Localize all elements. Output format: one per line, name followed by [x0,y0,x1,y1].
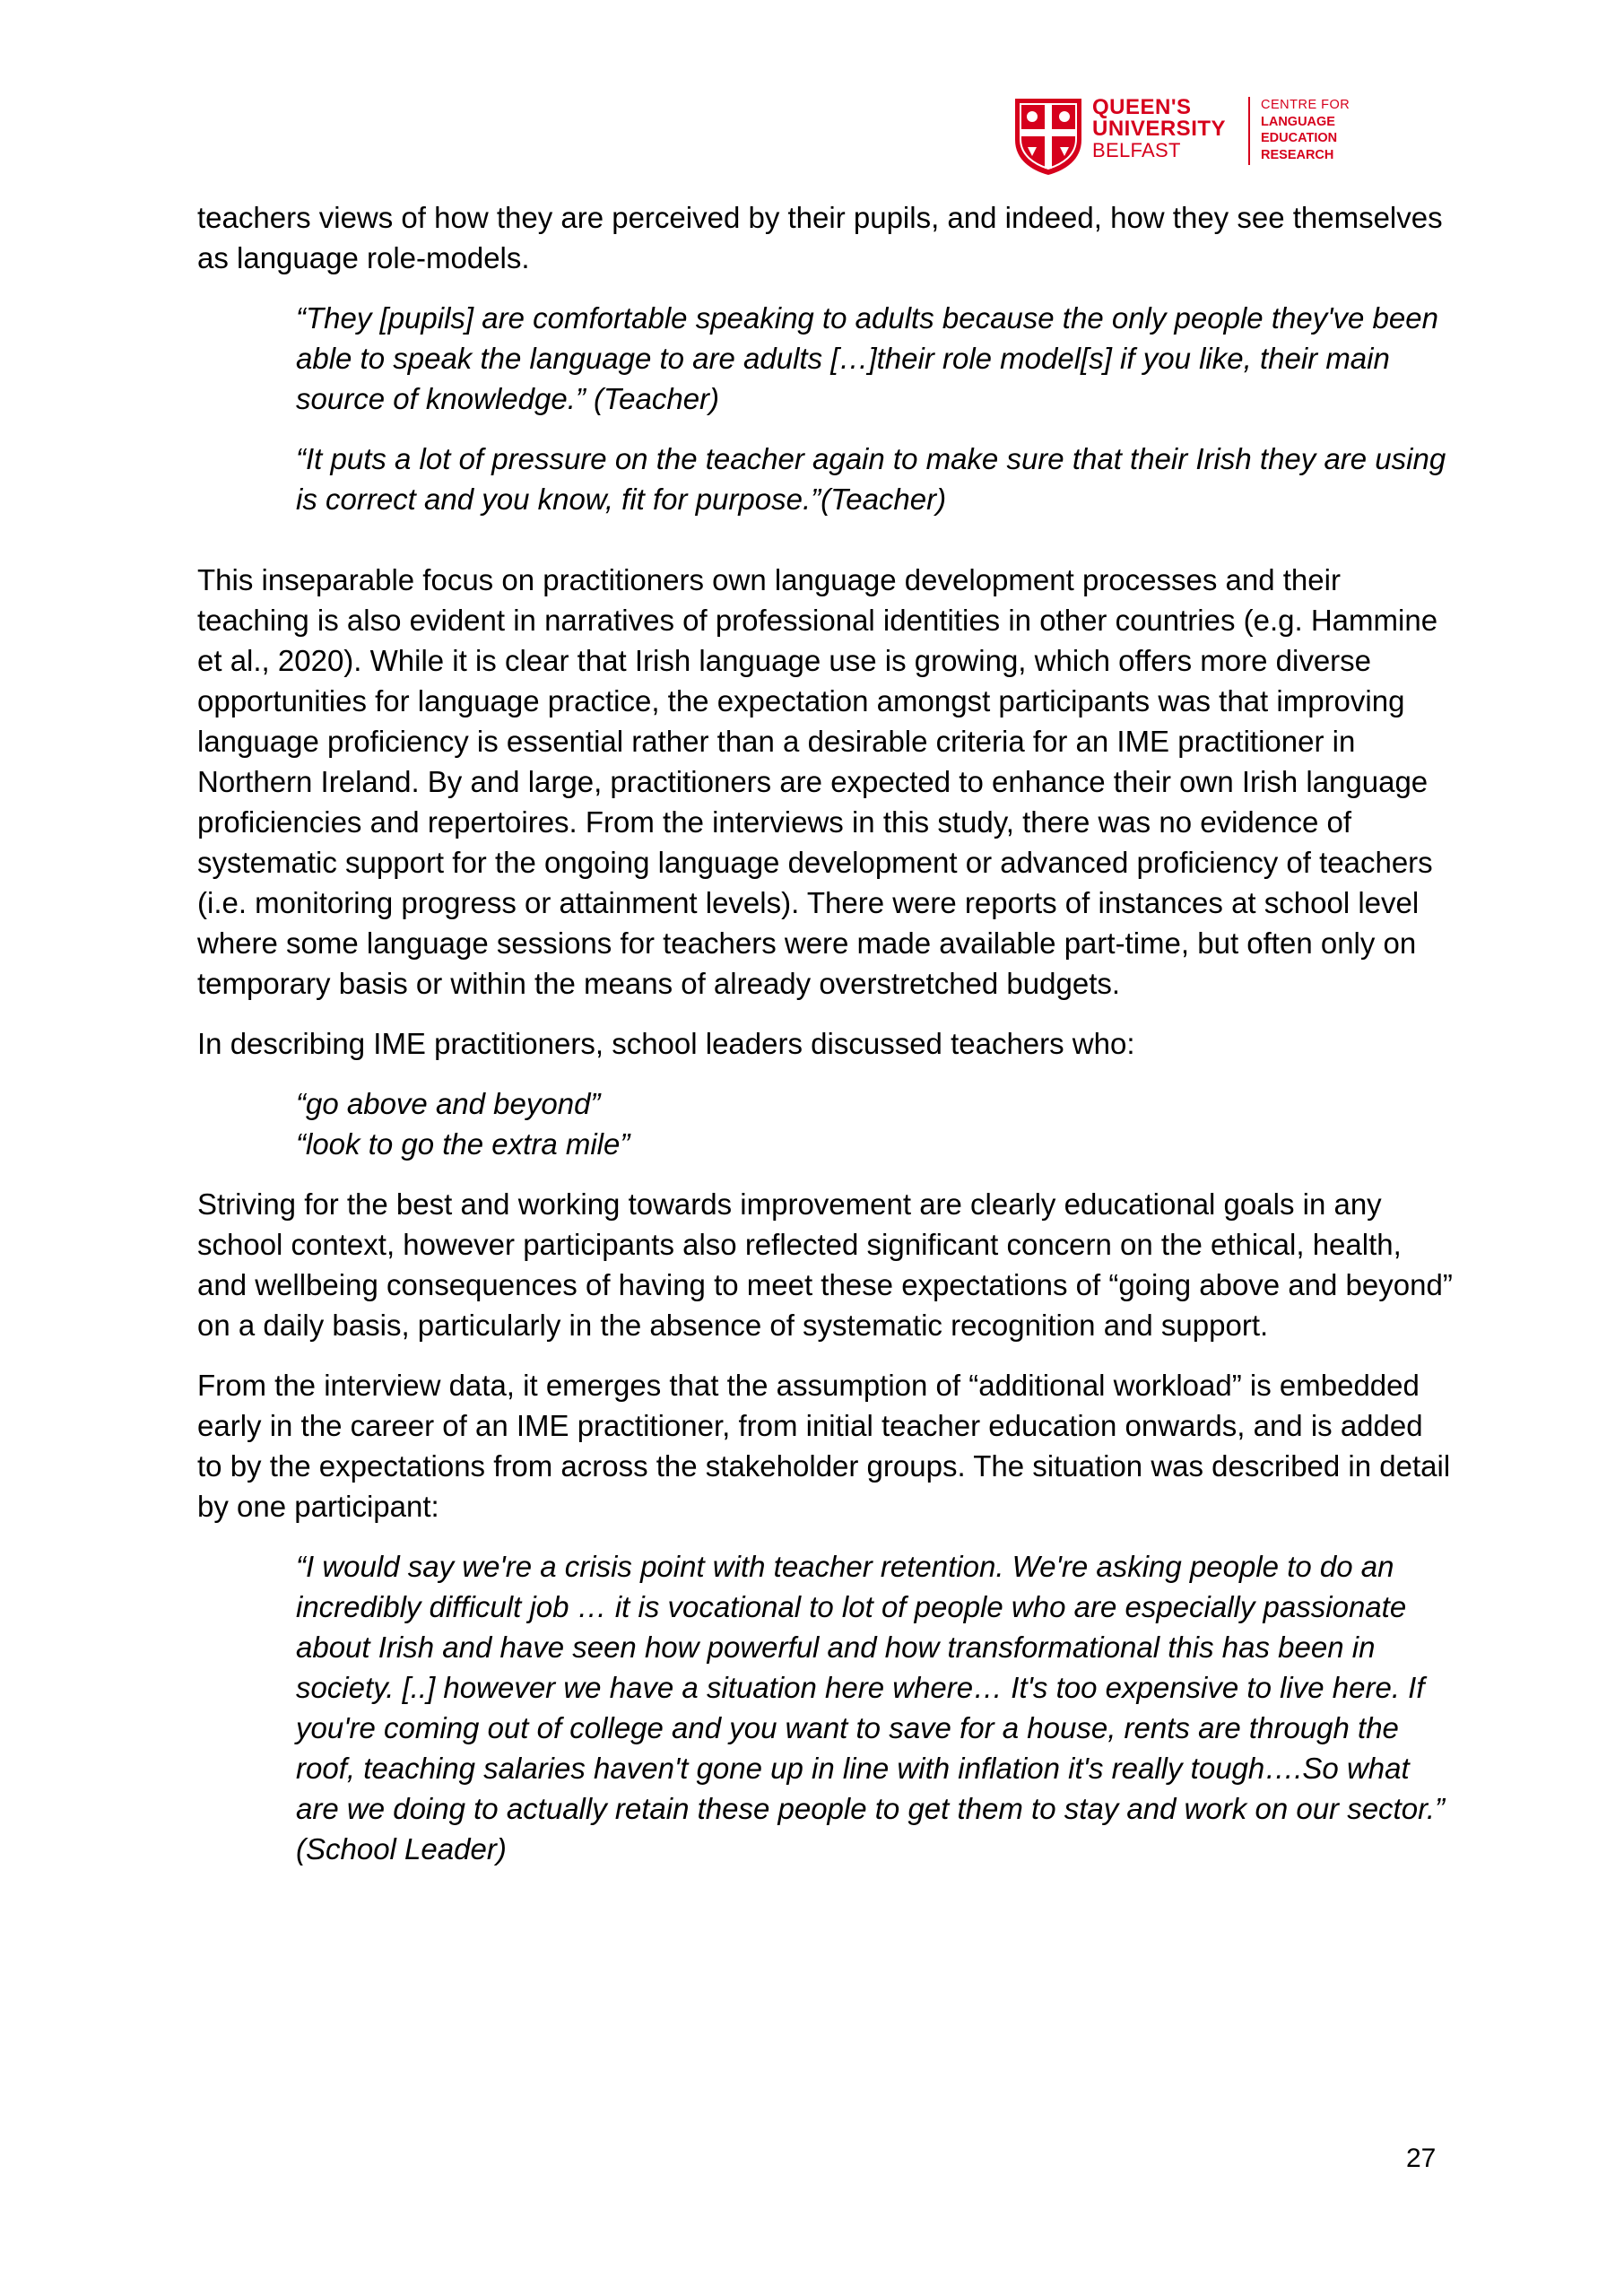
university-wordmark [1092,97,1226,161]
body-paragraph-4: From the interview data, it emerges that the assumption of “additional workload” is embedded early in the career of an IME practitioner, from initial teacher education onwards, and is added to by the expectations from across the stakeholder groups. The situation was described in detail by one participant: [197,1369,1451,1523]
centre-wordmark [1261,97,1350,163]
body-paragraph-2: In describing IME practitioners, school leaders discussed teachers who: [197,1027,1135,1060]
quote-school-leader: “I would say we're a crisis point with teacher retention. We're asking people to do an incredibly difficult job … it is vocational to lot of people who are especially passionate about Irish and have seen how powerful and how transformational this has been in society. [..] however we have a situation here where… It's too expensive to live here. If you're coming out of college and you want to save for a house, rents are through the roof, teaching salaries haven't gone up in line with inflation it's really tough….So what are we doing to actually retain these people to get them to stay and work on our sector.” (School Leader) [296,1550,1446,1866]
centre-line-4: RESEARCH [1261,147,1334,162]
wordmark-line-1: QUEEN'S [1092,95,1192,119]
quote-teacher-2: “It puts a lot of pressure on the teacher again to make sure that their Irish they are using is correct and you know, fit for purpose.”(Teacher) [296,442,1446,516]
logo-divider [1248,97,1250,165]
body-paragraph-3: Striving for the best and working towards improvement are clearly educational goals in any school context, however participants also reflected significant concern on the ethical, health, and wellbeing consequences of having to meet these expectations of “going above and beyond” on a daily basis, particularly in the absence of systematic recognition and support. [197,1187,1453,1342]
page-number: 27 [1406,2144,1437,2173]
centre-line-3: EDUCATION [1261,131,1338,145]
quote-teacher-1: “They [pupils] are comfortable speaking to adults because the only people they've been able to speak the language to are adults […]their role model[s] if you like, their main source of knowledge.” (Teacher) [296,301,1438,415]
page-body [197,197,1453,1869]
quote-go-above: “go above and beyond” [296,1087,601,1120]
quote-extra-mile: “look to go the extra mile” [296,1127,630,1161]
body-paragraph-1: This inseparable focus on practitioners own language development processes and their teaching is also evident in narratives of professional identities in other countries (e.g. Hammine et al., 2020). While it is clear that Irish language use is growing, which offers more diverse opportunities for language practice, the expectation amongst participants was that improving language proficiency is essential rather than a desirable criteria for an IME practitioner in Northern Ireland. By and large, practitioners are expected to enhance their own Irish language proficiencies and repertoires. From the interviews in this study, there was no evidence of systematic support for the ongoing language development or advanced proficiency of teachers (i.e. monitoring progress or attainment levels). There were reports of instances at school level where some language sessions for teachers were made available part-time, but often only on temporary basis or within the means of already overstretched budgets. [197,563,1438,1000]
page-header [1013,90,1444,179]
centre-line-2: LANGUAGE [1261,114,1335,129]
wordmark-line-2: UNIVERSITY [1092,117,1227,141]
university-crest-icon [1013,97,1083,176]
wordmark-line-3: BELFAST [1092,139,1181,161]
centre-line-1: CENTRE FOR [1261,98,1350,112]
intro-paragraph: teachers views of how they are perceived by their pupils, and indeed, how they see themselves as language role-models. [197,201,1443,274]
